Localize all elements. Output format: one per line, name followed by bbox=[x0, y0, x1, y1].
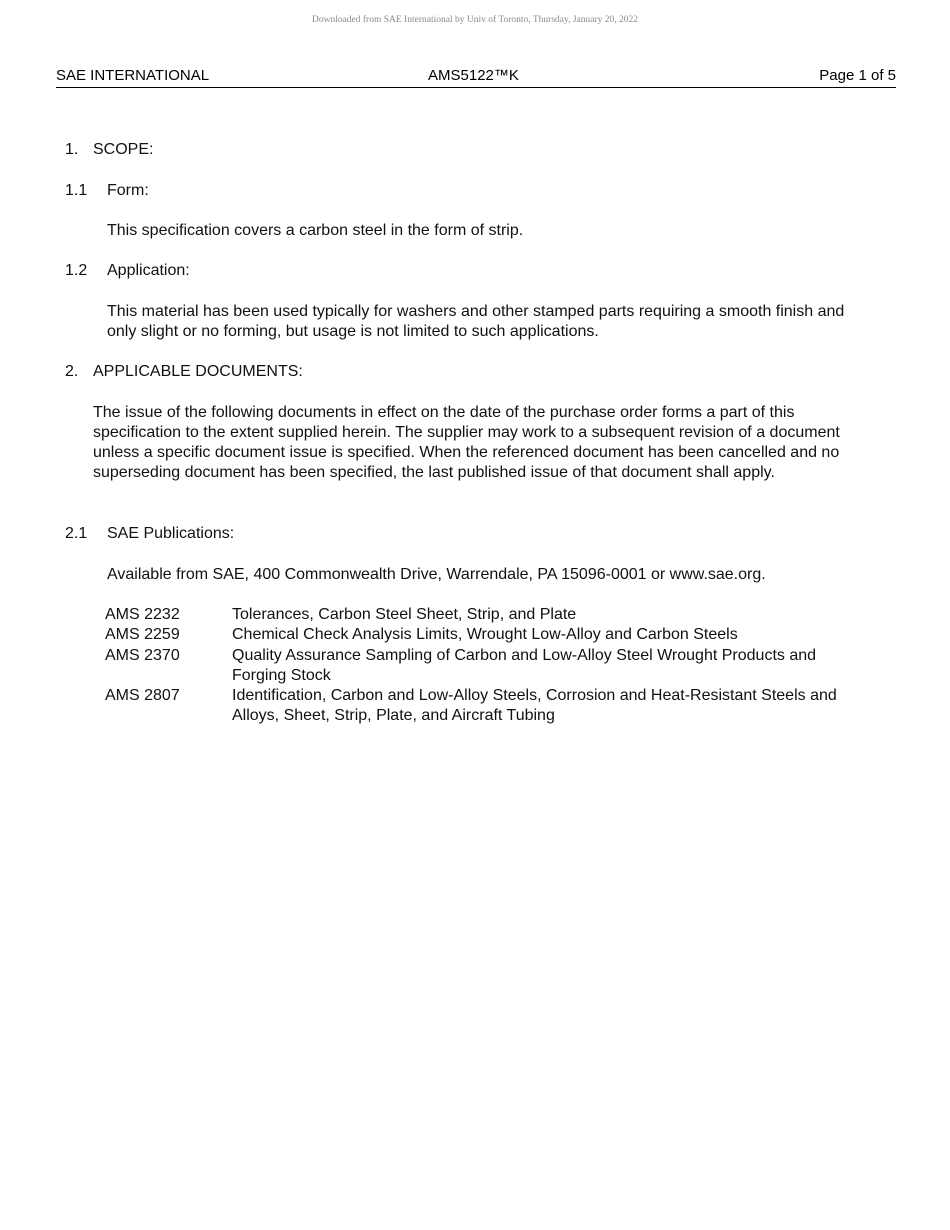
publication-code: AMS 2232 bbox=[105, 606, 180, 623]
publication-code: AMS 2259 bbox=[105, 626, 180, 643]
section-number: 1.1 bbox=[65, 182, 88, 199]
publication-title: Quality Assurance Sampling of Carbon and Low-Alloy Steel Wrought Products and Forging Stock bbox=[232, 647, 817, 684]
section-application-text: This material has been used typically for washers and other stamped parts requiring a smooth finish and only slight or no forming, but usage is not limited to such applications. bbox=[107, 303, 845, 340]
section-number: 2.1 bbox=[65, 525, 88, 542]
publication-title: Chemical Check Analysis Limits, Wrought Low-Alloy and Carbon Steels bbox=[232, 626, 738, 643]
header-organization: SAE INTERNATIONAL bbox=[56, 67, 210, 84]
header-document-id: AMS5122™K bbox=[428, 67, 519, 84]
section-sae-publications-text: Available from SAE, 400 Commonwealth Drive, Warrendale, PA 15096-0001 or www.sae.org. bbox=[107, 566, 766, 583]
section-title: APPLICABLE DOCUMENTS: bbox=[93, 363, 303, 380]
section-title: Form: bbox=[107, 182, 149, 199]
section-applicable-documents-text: The issue of the following documents in effect on the date of the purchase order forms a part of this specification to the extent supplied herein. The supplier may work to a subsequent revision of a document unless a specific document issue is specified. When the referenced document has been cancelled and no superseding document has been specified, the last published issue of that document shall apply. bbox=[93, 404, 840, 481]
section-title: SAE Publications: bbox=[107, 525, 235, 542]
section-title: SCOPE: bbox=[93, 141, 154, 158]
header-page-number: Page 1 of 5 bbox=[819, 67, 896, 84]
publication-code: AMS 2807 bbox=[105, 687, 180, 704]
page-header bbox=[56, 66, 896, 88]
section-number: 2. bbox=[65, 363, 79, 380]
download-watermark: Downloaded from SAE International by Univ of Toronto, Thursday, January 20, 2022 bbox=[311, 15, 639, 25]
section-number: 1.2 bbox=[65, 262, 88, 279]
section-form-text: This specification covers a carbon steel in the form of strip. bbox=[107, 222, 524, 239]
publication-title: Tolerances, Carbon Steel Sheet, Strip, and Plate bbox=[232, 606, 577, 623]
publication-title: Identification, Carbon and Low-Alloy Steels, Corrosion and Heat-Resistant Steels and Alloys, Sheet, Strip, Plate, and Aircraft Tubing bbox=[232, 687, 837, 724]
section-number: 1. bbox=[65, 141, 79, 158]
section-title: Application: bbox=[107, 262, 190, 279]
publication-code: AMS 2370 bbox=[105, 647, 180, 664]
